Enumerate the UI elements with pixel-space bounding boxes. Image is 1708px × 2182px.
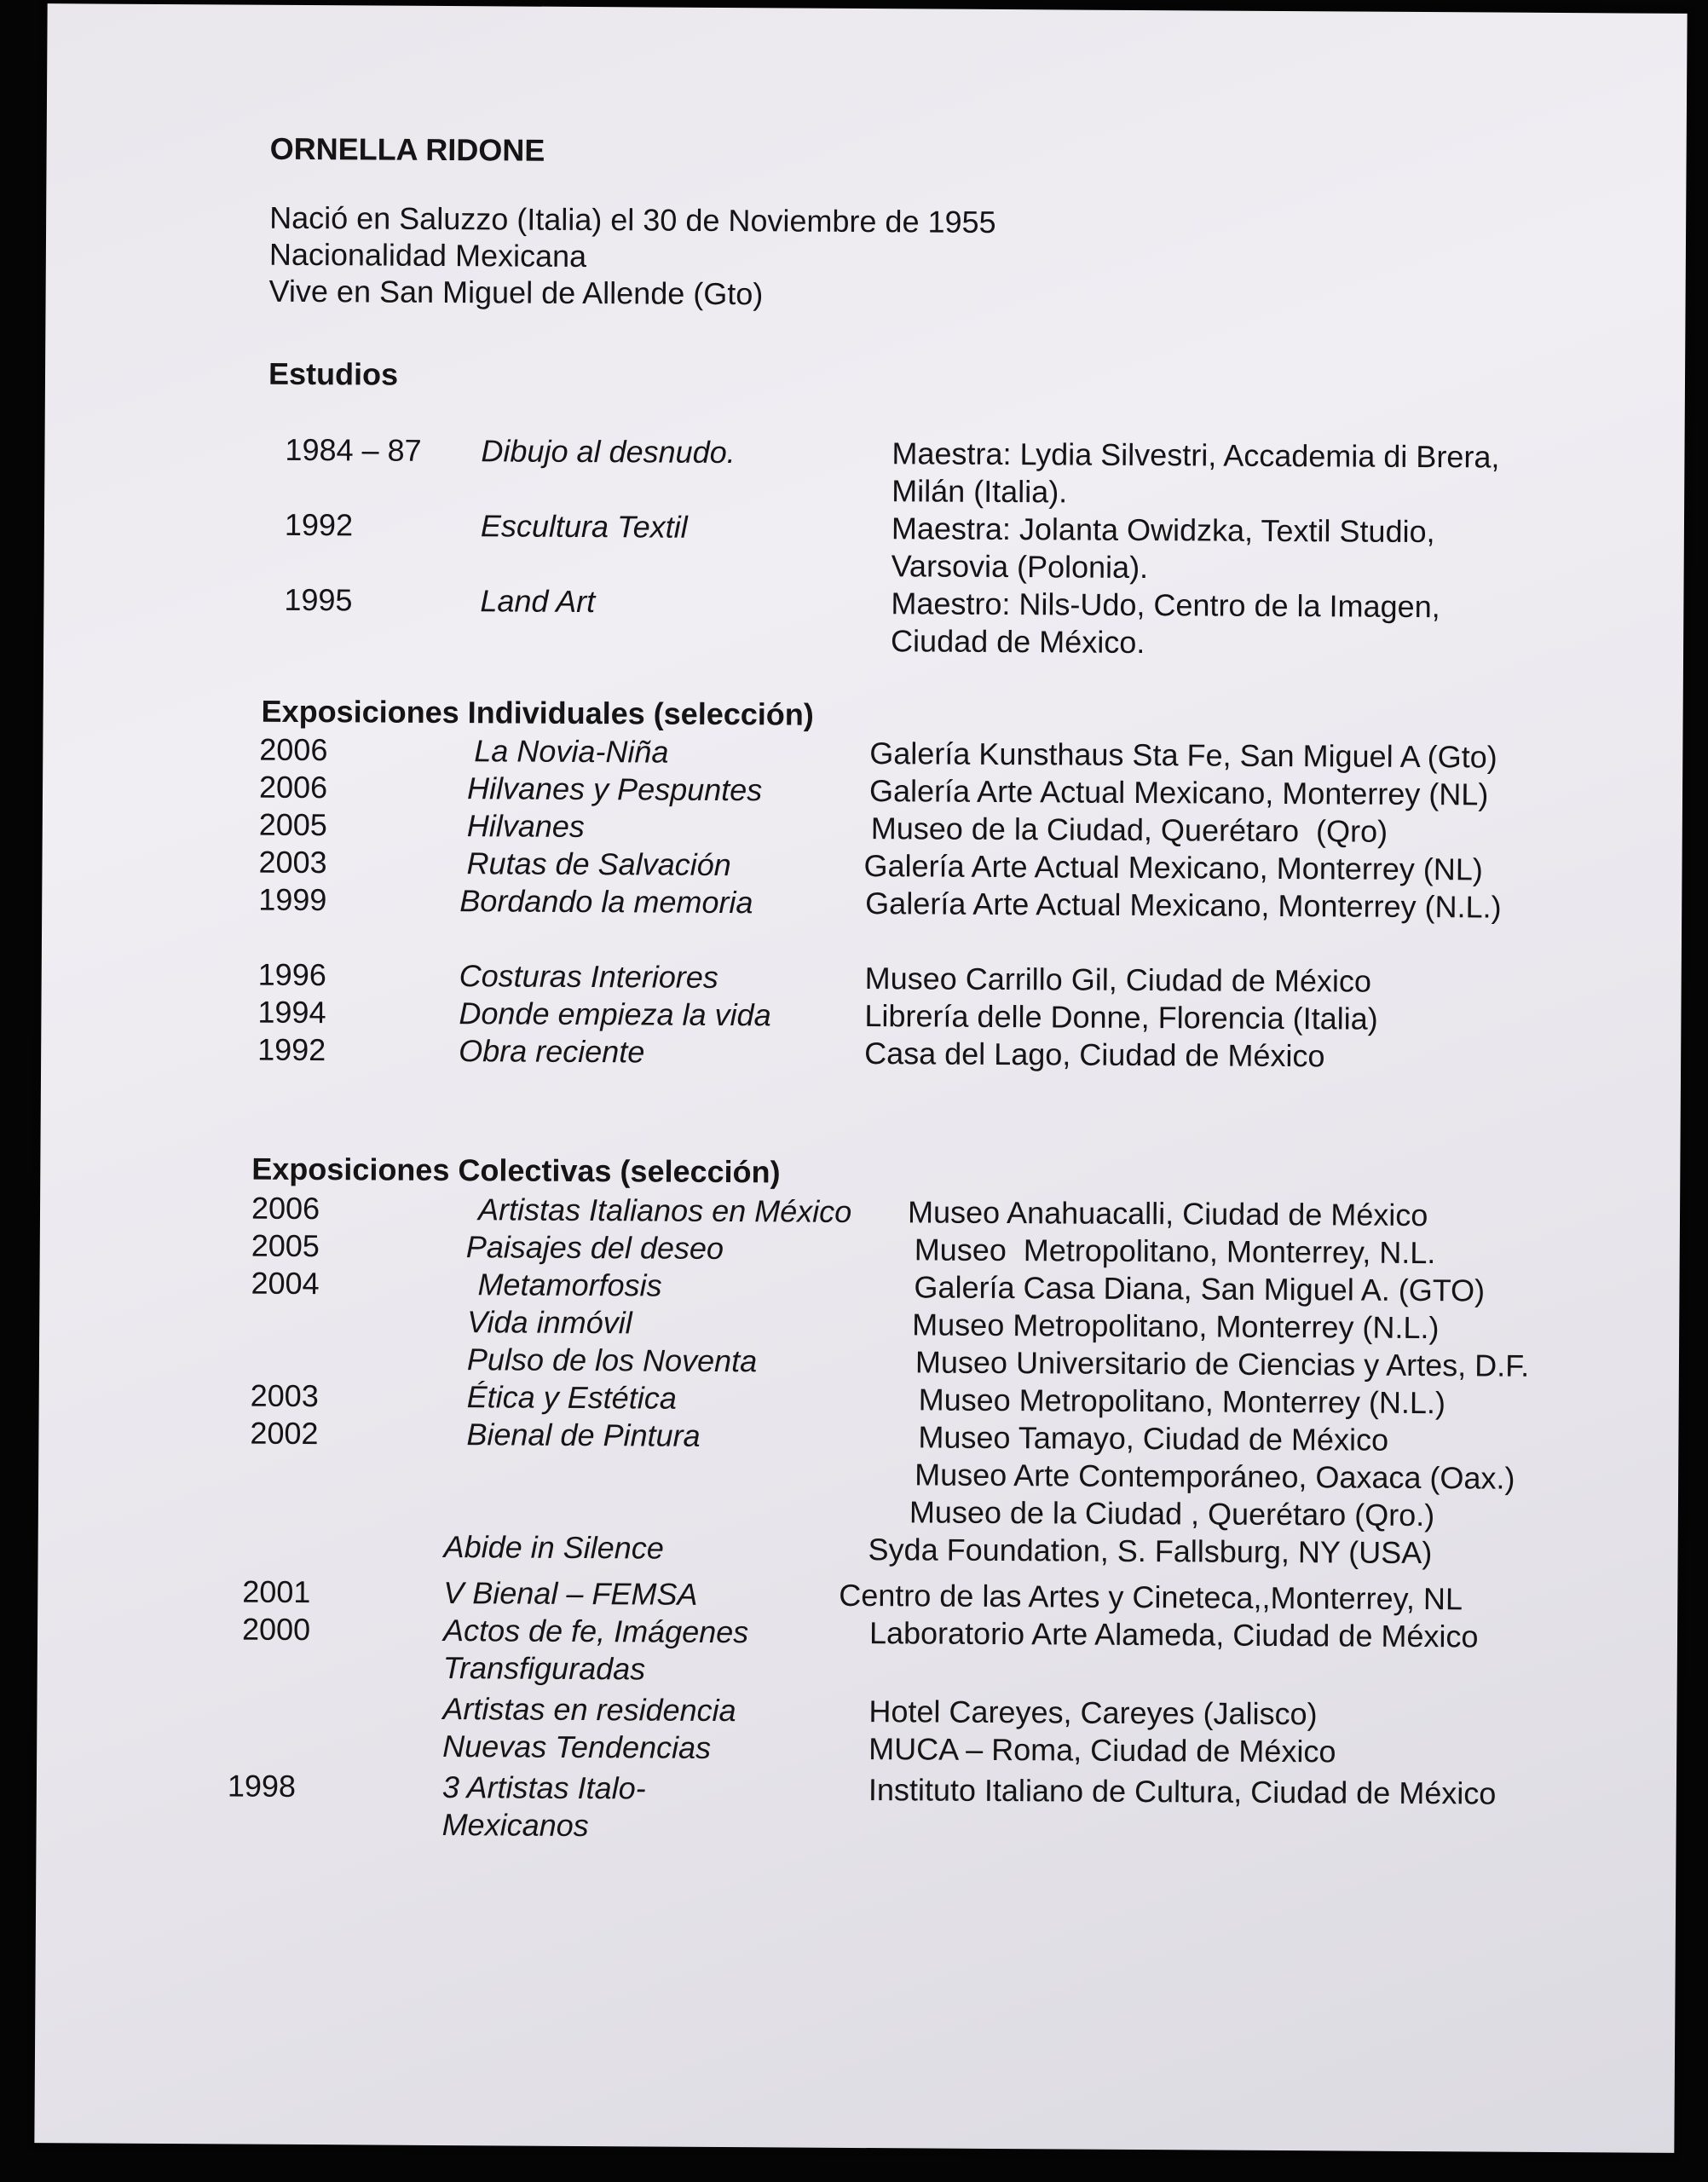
row-title: Obra reciente xyxy=(459,1033,645,1070)
row-place: Galería Arte Actual Mexicano, Monterrey (NL) xyxy=(868,773,1489,812)
row-place: Museo Arte Contemporáneo, Oaxaca (Oax.) xyxy=(915,1457,1515,1496)
row-title: Artistas Italianos en México xyxy=(477,1192,852,1229)
row-year: 2006 xyxy=(258,769,328,805)
row-place: Hotel Careyes, Careyes (Jalisco) xyxy=(868,1694,1318,1732)
row-year: 1996 xyxy=(257,956,326,993)
row-title: La Novia-Niña xyxy=(474,733,669,770)
row-title: Hilvanes xyxy=(466,808,585,845)
row-place: Galería Casa Diana, San Miguel A. (GTO) xyxy=(914,1269,1486,1308)
row-year: 2006 xyxy=(259,731,328,768)
row-place: Museo Tamayo, Ciudad de México xyxy=(918,1419,1389,1458)
row-place: MUCA – Roma, Ciudad de México xyxy=(868,1731,1336,1769)
row-place: Museo Metropolitano, Monterrey, N.L. xyxy=(914,1232,1436,1271)
row-year: 1992 xyxy=(257,1031,326,1068)
row-place: Laboratorio Arte Alameda, Ciudad de México xyxy=(868,1615,1479,1654)
bio-line-birth: Nació en Saluzzo (Italia) el 30 de Noviembre de 1955 xyxy=(269,199,996,240)
row-place: Casa del Lago, Ciudad de México xyxy=(864,1036,1325,1074)
row-title: Metamorfosis xyxy=(477,1267,662,1303)
row-year: 2004 xyxy=(251,1265,320,1302)
row-title: Hilvanes y Pespuntes xyxy=(466,771,763,808)
row-place: Museo Universitario de Ciencias y Artes, D.F. xyxy=(915,1344,1530,1383)
row-place: Museo Carrillo Gil, Ciudad de México xyxy=(864,961,1372,999)
row-year: 2003 xyxy=(250,1377,319,1414)
bio-block xyxy=(268,199,995,314)
row-title: Paisajes del deseo xyxy=(465,1229,724,1267)
row-year: 1984 – 87 xyxy=(285,431,422,468)
row-year: 2005 xyxy=(251,1227,320,1264)
bio-line-nationality: Nacionalidad Mexicana xyxy=(268,236,587,274)
row-title: Dibujo al desnudo. xyxy=(481,433,736,470)
row-place: Galería Arte Actual Mexicano, Monterrey (NL) xyxy=(863,848,1483,887)
row-title: Bordando la memoria xyxy=(459,883,753,921)
row-place: Museo de la Ciudad , Querétaro (Qro.) xyxy=(909,1494,1435,1533)
row-title: 3 Artistas Italo-Mexicanos xyxy=(441,1769,646,1844)
document-title: ORNELLA RIDONE xyxy=(269,130,545,168)
row-title: Vida inmóvil xyxy=(467,1304,632,1341)
row-place: Galería Arte Actual Mexicano, Monterrey (N.L.) xyxy=(865,886,1502,925)
row-place: Maestro: Nils-Udo, Centro de la Imagen, Ciudad de México. xyxy=(891,586,1440,661)
row-place: Centro de las Artes y Cineteca,,Monterrey, NL xyxy=(839,1577,1463,1617)
row-title: Abide in Silence xyxy=(443,1529,664,1566)
row-title: Artistas en residencia xyxy=(442,1691,736,1729)
section-heading-estudios: Estudios xyxy=(268,355,399,392)
row-place: Museo Metropolitano, Monterrey (N.L.) xyxy=(918,1382,1446,1421)
row-year: 1994 xyxy=(257,994,326,1030)
row-year: 1998 xyxy=(227,1768,297,1804)
row-year: 2005 xyxy=(258,806,328,843)
row-year: 2003 xyxy=(258,844,327,880)
row-title: Ética y Estética xyxy=(466,1379,677,1416)
row-title: Actos de fe, Imágenes Transfiguradas xyxy=(442,1613,749,1687)
row-title: Land Art xyxy=(480,583,596,620)
section-heading-colectivas: Exposiciones Colectivas (selección) xyxy=(251,1151,781,1190)
row-year: 2001 xyxy=(242,1573,311,1610)
row-title: Nuevas Tendencias xyxy=(442,1729,712,1765)
row-place: Instituto Italiano de Cultura, Ciudad de México xyxy=(868,1772,1497,1811)
row-place: Museo de la Ciudad, Querétaro (Qro) xyxy=(870,811,1388,849)
row-place: Syda Foundation, S. Fallsburg, NY (USA) xyxy=(868,1532,1433,1571)
bio-line-residence: Vive en San Miguel de Allende (Gto) xyxy=(268,273,764,312)
row-title: Escultura Textil xyxy=(480,508,688,545)
row-place: Maestra: Jolanta Owidzka, Textil Studio, Varsovia (Polonia). xyxy=(891,511,1435,586)
row-place: Museo Anahuacalli, Ciudad de México xyxy=(907,1194,1428,1233)
row-place: Librería delle Donne, Florencia (Italia) xyxy=(864,998,1378,1036)
row-year: 1999 xyxy=(258,881,327,918)
row-place: Maestra: Lydia Silvestri, Accademia di Brera, Milán (Italia). xyxy=(892,436,1500,510)
row-place: Galería Kunsthaus Sta Fe, San Miguel A (Gto) xyxy=(869,736,1497,775)
row-year: 1995 xyxy=(284,581,353,618)
row-title: Bienal de Pintura xyxy=(466,1417,701,1453)
row-title: Pulso de los Noventa xyxy=(466,1342,758,1379)
row-year: 1992 xyxy=(284,506,354,543)
row-year: 2006 xyxy=(251,1190,320,1227)
row-title: Rutas de Salvación xyxy=(466,846,731,883)
row-title: V Bienal – FEMSA xyxy=(443,1575,698,1612)
row-place: Museo Metropolitano, Monterrey (N.L.) xyxy=(912,1307,1440,1346)
row-title: Costuras Interiores xyxy=(459,958,718,995)
row-year: 2000 xyxy=(241,1611,311,1648)
cv-document xyxy=(34,3,1687,2153)
row-year: 2002 xyxy=(250,1415,319,1452)
row-title: Donde empieza la vida xyxy=(459,996,771,1033)
section-heading-individuales: Exposiciones Individuales (selección) xyxy=(261,693,814,732)
